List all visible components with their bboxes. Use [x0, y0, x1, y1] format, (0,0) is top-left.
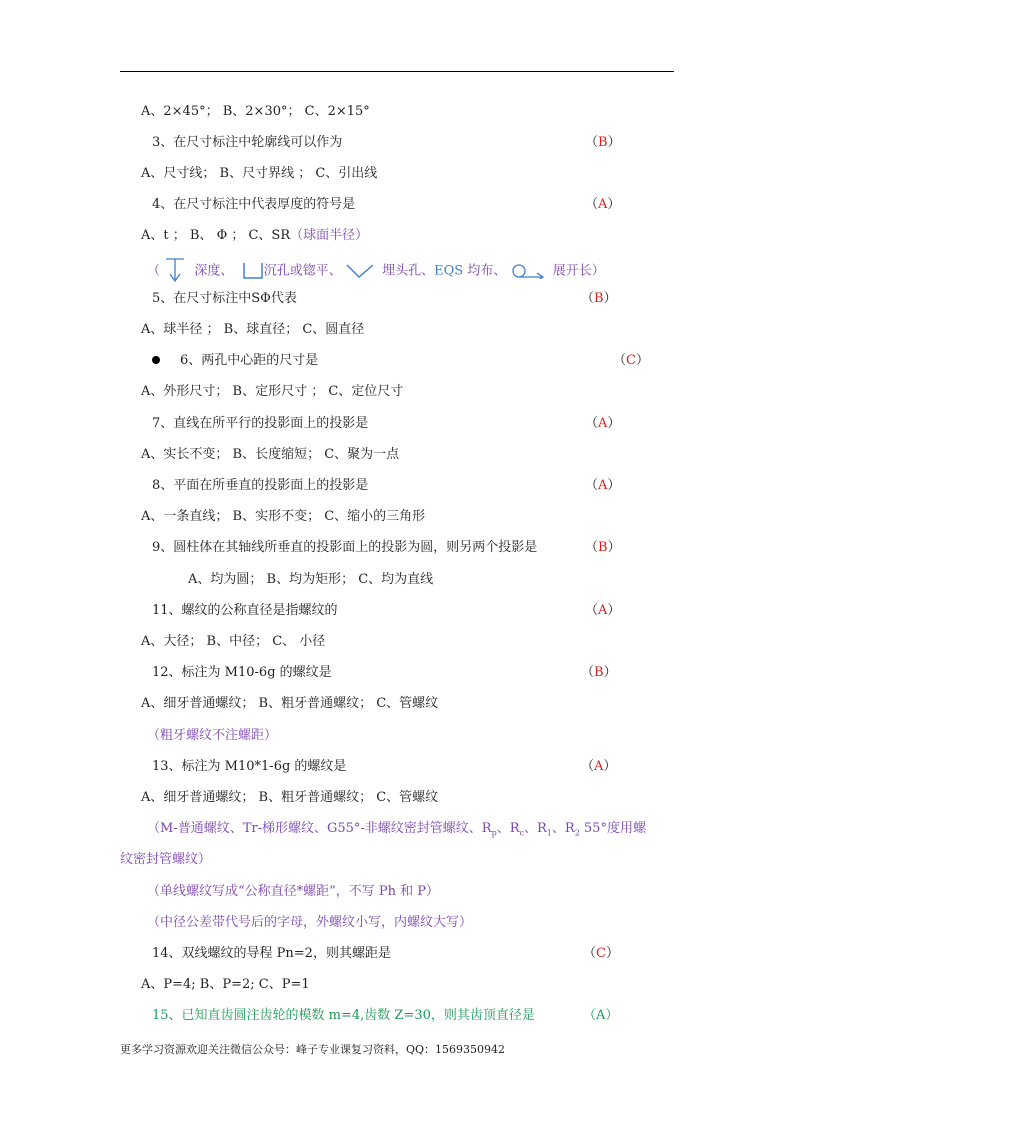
q2-options: A、2×45°； B、2×30°； C、2×15° [141, 104, 370, 119]
q5-answer: （B） [581, 291, 617, 306]
q13-question: 13、标注为 M10*1-6g 的螺纹是 [152, 759, 347, 774]
single-thread-note: （单线螺纹写成“公称直径*螺距”，不写 Ph 和 P） [147, 884, 440, 899]
q6-question: 6、两孔中心距的尺寸是 [180, 353, 319, 368]
q5-question: 5、在尺寸标注中SΦ代表 [152, 291, 297, 306]
q6-answer: （C） [613, 353, 649, 368]
q15-question: 15、已知直齿圆注齿轮的模数 m=4,齿数 Z=30，则其齿顶直径是 [152, 1008, 535, 1023]
q7-question: 7、直线在所平行的投影面上的投影是 [152, 416, 369, 431]
q7-options: A、实长不变； B、长度缩短； C、聚为一点 [141, 447, 400, 462]
q4-answer: （A） [585, 197, 621, 212]
q8-answer: （A） [585, 478, 621, 493]
q4-question: 4、在尺寸标注中代表厚度的符号是 [152, 197, 356, 212]
bullet-dot-icon [152, 356, 160, 364]
q9-options: A、均为圆； B、均为矩形； C、均为直线 [188, 572, 434, 587]
q13-options: A、细牙普通螺纹； B、粗牙普通螺纹； C、管螺纹 [141, 790, 439, 805]
q7-answer: （A） [585, 416, 621, 431]
q12-answer: （B） [581, 665, 617, 680]
q5-options: A、球半径 ； B、球直径； C、圆直径 [141, 322, 365, 337]
q12-options: A、细牙普通螺纹； B、粗牙普通螺纹； C、管螺纹 [141, 696, 439, 711]
q4-options: A、t ； B、 Φ ； C、SR（球面半径） [141, 228, 369, 243]
dimension-symbols-note: （ 深度、 沉孔或锪平、 埋头孔、EQS 均布、 展开长） [147, 258, 605, 284]
q11-question: 11、螺纹的公称直径是指螺纹的 [152, 603, 338, 618]
q8-question: 8、平面在所垂直的投影面上的投影是 [152, 478, 369, 493]
q14-options: A、P=4; B、P=2; C、P=1 [141, 977, 310, 992]
q14-question: 14、双线螺纹的导程 Pn=2，则其螺距是 [152, 946, 391, 961]
q12-question: 12、标注为 M10-6g 的螺纹是 [152, 665, 332, 680]
q13-answer: （A） [581, 759, 617, 774]
unfold-arrow-icon [511, 263, 545, 279]
counterbore-icon [242, 262, 264, 280]
q14-answer: （C） [583, 946, 619, 961]
q12-note: （粗牙螺纹不注螺距） [147, 728, 278, 743]
thread-types-note-cont: 纹密封管螺纹） [120, 852, 212, 867]
q8-options: A、一条直线； B、实形不变； C、缩小的三角形 [141, 509, 426, 524]
q6-options: A、外形尺寸； B、定形尺寸 ； C、定位尺寸 [141, 384, 404, 399]
countersink-icon [346, 263, 374, 279]
depth-arrow-icon [164, 258, 186, 284]
q9-question: 9、圆柱体在其轴线所垂直的投影面上的投影为圆，则另两个投影是 [152, 540, 538, 555]
q9-answer: （B） [585, 540, 621, 555]
q3-answer: （B） [585, 135, 621, 150]
tolerance-note: （中径公差带代号后的字母，外螺纹小写，内螺纹大写） [147, 915, 473, 930]
header-rule [120, 71, 674, 72]
q15-answer: （A） [583, 1008, 619, 1023]
q11-options: A、大径； B、中径； C、 小径 [141, 634, 326, 649]
q11-answer: （A） [585, 603, 621, 618]
thread-types-note: （M-普通螺纹、Tr-梯形螺纹、G55°-非螺纹密封管螺纹、$R_p$、$R_c$、$R_1$、$R_2$ 55°度用螺 [147, 821, 646, 838]
q3-options: A、尺寸线； B、尺寸界线 ； C、引出线 [141, 166, 378, 181]
q3-question: 3、在尺寸标注中轮廓线可以作为 [152, 135, 343, 150]
footer-promo: 更多学习资源欢迎关注微信公众号：峰子专业课复习资料，QQ：1569350942 [120, 1043, 506, 1056]
